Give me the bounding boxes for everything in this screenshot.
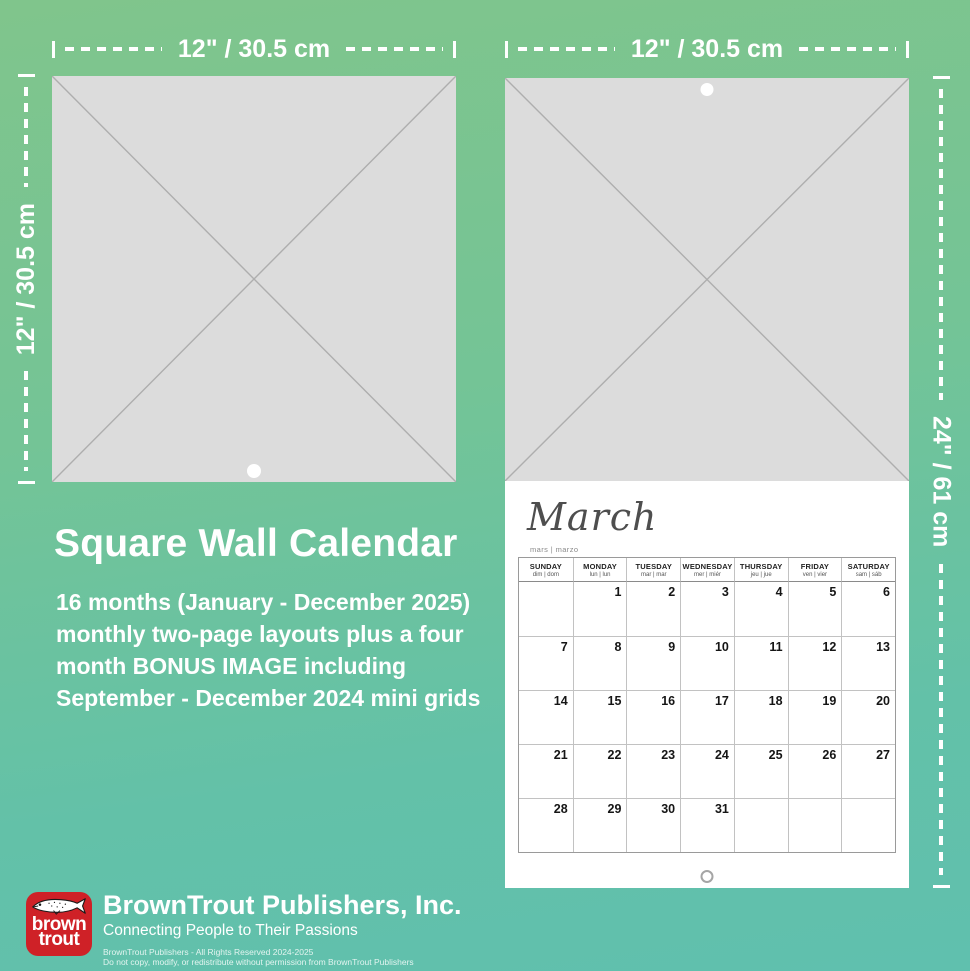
date-cell: 10 bbox=[680, 636, 734, 690]
dimension-tick bbox=[18, 74, 35, 77]
diagonal-cross-icon bbox=[52, 76, 456, 482]
dimension-label: 12" / 30.5 cm bbox=[177, 34, 331, 63]
date-cell: 3 bbox=[680, 582, 734, 636]
spread-image-placeholder bbox=[505, 78, 909, 481]
dimension-tick bbox=[453, 41, 456, 58]
date-cell bbox=[734, 798, 788, 852]
logo-wordmark: brown trout bbox=[31, 914, 87, 950]
hang-hole bbox=[701, 83, 714, 96]
day-header-sunday: SUNDAY dim | dom bbox=[519, 558, 573, 582]
date-cell: 18 bbox=[734, 690, 788, 744]
calendar-page bbox=[505, 481, 909, 888]
date-cell: 2 bbox=[626, 582, 680, 636]
dimension-label: 12" / 30.5 cm bbox=[630, 34, 784, 63]
date-cell: 13 bbox=[841, 636, 895, 690]
product-description: 16 months (January - December 2025) monthly two-page layouts plus a four month BONUS IMAGE including September - December 2024 mini grids bbox=[56, 589, 481, 711]
date-cell: 22 bbox=[573, 744, 627, 798]
date-cell: 23 bbox=[626, 744, 680, 798]
diagonal-cross-icon bbox=[505, 78, 909, 481]
date-cell bbox=[519, 582, 573, 636]
date-cell: 28 bbox=[519, 798, 573, 852]
date-cell: 26 bbox=[788, 744, 842, 798]
calendar-grid bbox=[518, 557, 896, 853]
dash-line bbox=[65, 47, 162, 51]
date-cell: 29 bbox=[573, 798, 627, 852]
publisher-footer bbox=[26, 892, 462, 967]
date-cell: 31 bbox=[680, 798, 734, 852]
month-title: March bbox=[527, 495, 658, 539]
dimension-label: 24" / 61 cm bbox=[927, 416, 956, 548]
dimension-right-side bbox=[926, 76, 956, 888]
dimension-top-right bbox=[505, 36, 909, 62]
legal-line-1: BrownTrout Publishers - All Rights Reserved 2024-2025 bbox=[103, 947, 314, 957]
page-title: Square Wall Calendar bbox=[54, 522, 458, 565]
date-cell bbox=[841, 798, 895, 852]
date-cell: 15 bbox=[573, 690, 627, 744]
date-cell: 17 bbox=[680, 690, 734, 744]
day-header-friday: FRIDAY ven | vier bbox=[788, 558, 842, 582]
dash-line bbox=[939, 89, 943, 400]
date-cell bbox=[788, 798, 842, 852]
dash-line bbox=[939, 564, 943, 875]
date-cell: 21 bbox=[519, 744, 573, 798]
dimension-left-side bbox=[11, 74, 41, 484]
day-header-saturday: SATURDAY sam | sáb bbox=[841, 558, 895, 582]
hang-hole bbox=[247, 464, 261, 478]
date-cell: 19 bbox=[788, 690, 842, 744]
date-cell: 16 bbox=[626, 690, 680, 744]
dash-line bbox=[346, 47, 443, 51]
dimension-tick bbox=[933, 885, 950, 888]
company-name: BrownTrout Publishers, Inc. bbox=[103, 890, 462, 920]
date-cell: 11 bbox=[734, 636, 788, 690]
hang-hole bbox=[701, 870, 714, 883]
date-cell: 24 bbox=[680, 744, 734, 798]
day-header-monday: MONDAY lun | lun bbox=[573, 558, 627, 582]
dimension-label: 12" / 30.5 cm bbox=[11, 202, 40, 356]
date-cell: 25 bbox=[734, 744, 788, 798]
date-cell: 14 bbox=[519, 690, 573, 744]
date-cell: 12 bbox=[788, 636, 842, 690]
day-header-tuesday: TUESDAY mar | mar bbox=[626, 558, 680, 582]
dash-line bbox=[518, 47, 615, 51]
dimension-tick bbox=[906, 41, 909, 58]
month-subtitle: mars | marzo bbox=[530, 545, 579, 554]
dimension-tick bbox=[52, 41, 55, 58]
date-cell: 9 bbox=[626, 636, 680, 690]
dimension-top-left bbox=[52, 36, 456, 62]
date-cell: 6 bbox=[841, 582, 895, 636]
dash-line bbox=[24, 87, 28, 187]
date-cell: 5 bbox=[788, 582, 842, 636]
dash-line bbox=[24, 371, 28, 471]
dimension-tick bbox=[505, 41, 508, 58]
date-cell: 4 bbox=[734, 582, 788, 636]
day-header-thursday: THURSDAY jeu | jue bbox=[734, 558, 788, 582]
date-cell: 7 bbox=[519, 636, 573, 690]
dash-line bbox=[799, 47, 896, 51]
date-cell: 1 bbox=[573, 582, 627, 636]
dimension-tick bbox=[18, 481, 35, 484]
date-cell: 20 bbox=[841, 690, 895, 744]
dimension-tick bbox=[933, 76, 950, 79]
legal-line-2: Do not copy, modify, or redistribute without permission from BrownTrout Publishers bbox=[103, 956, 414, 967]
date-cell: 30 bbox=[626, 798, 680, 852]
date-cell: 8 bbox=[573, 636, 627, 690]
day-header-wednesday: WEDNESDAY mer | miér bbox=[680, 558, 734, 582]
legal-text bbox=[103, 948, 462, 967]
company-tagline: Connecting People to Their Passions bbox=[103, 922, 358, 939]
browntrout-logo bbox=[26, 892, 92, 956]
cover-image-placeholder bbox=[52, 76, 456, 482]
date-cell: 27 bbox=[841, 744, 895, 798]
